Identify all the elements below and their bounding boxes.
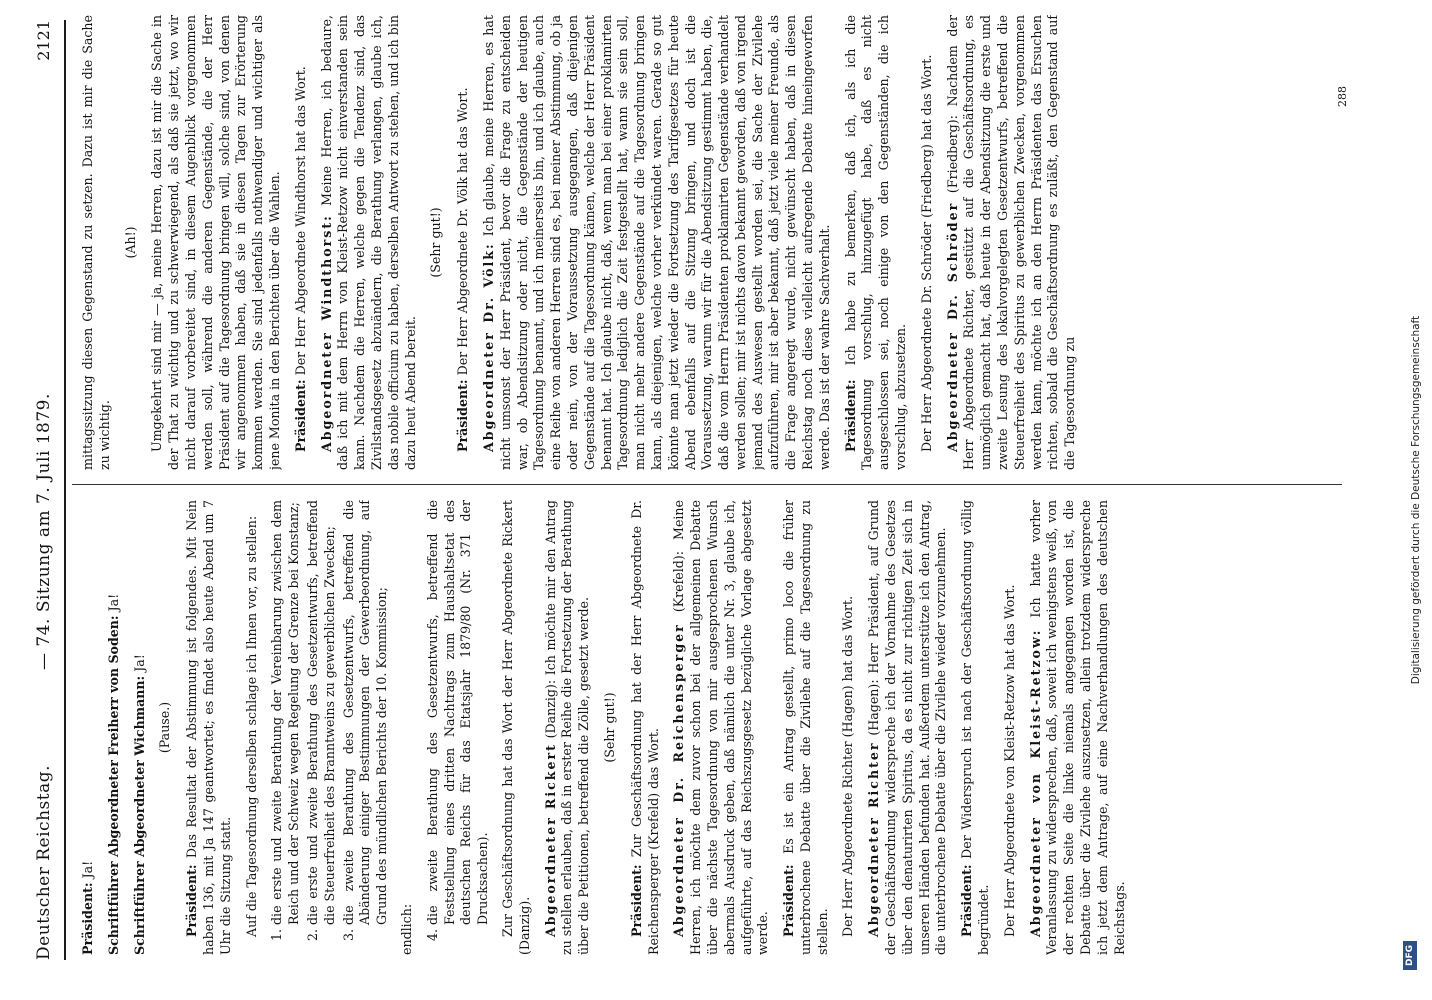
speaker: Abgeordneter Dr. Schröder: [944, 201, 960, 452]
paragraph: Umgekehrt sind mir — ja, meine Herren, dazu ist mir die Sache in der That zu wichtig und zu schwerwiegend, als daß sie jetzt, wo wir nicht darauf vorbereitet sind, in diesem Augenblick vorgenommen werden soll, während die anderen Gegenstände, die der Herr Präsident auf die Tagesordnung bringen will, solche sind, von denen wir angenommen haben, daß sie in diesen Tagen zur Erörterung kommen werden. Sie sind jedenfalls nothwendiger und wichtiger als jene Monita in den Berichten über die Wahlen.: [149, 15, 282, 470]
paragraph: Zur Geschäftsordnung hat das Wort der Herr Abgeordnete Rickert (Danzig).: [499, 500, 532, 955]
speech: Ich habe zu bemerken, daß ich, als ich die Tagesordnung vorschlug, hinzugefügt habe, daß es nicht ausgeschlossen sei, noch einige von den Gegenständen, die ich vorschlug, abzusetzen.: [842, 15, 909, 470]
speech: Ja!: [105, 593, 121, 612]
dfg-logo-badge: DFG: [1403, 941, 1417, 970]
header-title: Deutscher Reichstag.: [34, 765, 54, 960]
paragraph: [671, 500, 772, 955]
page-signature: 288: [1336, 86, 1349, 107]
speech: Ja!: [80, 860, 95, 879]
paragraph: [543, 500, 593, 955]
paragraph: Der Herr Abgeordnete von Kleist-Retzow hat das Wort.: [1001, 584, 1017, 937]
speech: Das Resultat der Abstimmung ist folgendes. Mit Nein haben 136, mit Ja 147 geantwortet; es findet also heute Abend um 7 Uhr die Sitzung statt.: [184, 500, 233, 955]
speech: Ich glaube, meine Herren, es hat nicht umsonst der Herr Präsident, bevor die Frage zu entscheiden war, ob Abendsitzung oder nicht, die Gegenstände der heutigen Tagesordnung benannt, und ich meinerseits bin, und ich glaube, auch eine Reihe von anderen Herren sind es, bei meiner Abstimmung, ob ja oder nein, von der Voraussetzung ausgegangen, daß diejenigen Gegenstände auf die Tagesordnung kämen, welche der Herr Präsident benannt hat. Ich glaube nicht, daß, wenn man bei einer proklamirten Tagesordnung lediglich die Zeit festgestellt hat, wann sie sein soll, man nicht mehr andere Gegenstände auf die Tagesordnung bringen kann, als diejenigen, welche vorher verkündet waren. Gerade so gut könnte man jetzt wieder die Fortsetzung des Tarifgesetzes für heute Abend ebenfalls auf die Sitzung bringen, und doch ist die Voraussetzung, warum wir für die Abendsitzung gestimmt haben, die, daß die vom Herrn Präsidenten proklamirten Gegenstände verhandelt werden sollen; mir ist nichts davon bekannt geworden, daß von irgend jemand des Auswesen gestellt worden sei, die Sache der Zivilehe aufzuführen, mir ist aber bekannt, daß jetzt viele meiner Freunde, als die Frage angeregt wurde, nicht gewünscht haben, daß in diesen Reichstag noch diese vielleicht aufregende Debatte hineingeworfen werde. Das ist der wahre Sachverhalt.: [480, 15, 832, 470]
page-header: [28, 20, 62, 960]
paragraph: [481, 15, 834, 470]
paragraph: [319, 15, 420, 470]
paragraph: [781, 500, 831, 955]
speaker: Abgeordneter von Kleist-Retzow:: [1027, 628, 1043, 937]
paragraph: [843, 15, 910, 470]
paragraph: Auf die Tagesordnung derselben schlage ich Ihnen vor, zu stellen:: [243, 515, 259, 937]
speech: (Friedberg): Nachdem der Herr Abgeordnete Richter, gestützt auf die Geschäftsordnung, es unmöglich gemacht hat, daß heute in der Abendsitzung die erste und zweite Lesung des lokalvorgelegten Gesetzentwurfs, betreffend die Steuerfreiheit des Spiritus zu gewerblichen Zwecken, vorgenommen werden kann, möchte ich an den Herrn Präsidenten das Ersuchen richten, sobald die Geschäftsordnung es zuläßt, den Gegenstand auf die Tagesordnung zu: [944, 15, 1078, 470]
speaker: Präsident:: [628, 864, 644, 937]
stage-direction: (Ah!): [122, 226, 138, 259]
speaker: Präsident:: [959, 864, 975, 937]
agenda-list: [425, 500, 492, 955]
text-column-left: [80, 500, 1330, 955]
speech: Der Herr Abgeordnete Dr. Völk hat das Wort.: [455, 87, 471, 376]
speaker: Präsident:: [80, 882, 95, 955]
speaker: Abgeordneter Dr. Reichensperger: [671, 623, 687, 937]
paragraph: [945, 15, 1079, 470]
paragraph: endlich:: [398, 903, 414, 955]
column-divider: [72, 484, 1342, 485]
speech: (Danzig): Ich möchte mir den Antrag zu stellen erlauben, daß in erster Reihe die Fortsetzung der Berathung über die Petitionen, betreffend die Zölle, gesetzt werde.: [542, 500, 592, 955]
agenda-item: 4. die zweite Berathung des Gesetzentwurfs, betreffend die Feststellung eines dritten Nachtrags zum Haushaltsetat des deutschen Reichs für das Etatsjahr 1879/80 (Nr. 371 der Drucksachen).: [425, 500, 492, 925]
speech: Zur Geschäftsordnung hat der Herr Abgeordnete Dr. Reichensperger (Krefeld) das Wort.: [628, 500, 661, 955]
speaker: Präsident:: [842, 379, 858, 452]
speech: Meine Herren, ich bedaure, daß ich mit dem Herrn von Kleist-Retzow nicht einverstanden sein kann. Nachdem die Herren, welche gegen die Tendenz sind, das Zivilstandsgesetz abzuändern, die Berathung verlangen, glaube ich, das nobile officium zu haben, derselben Antwort zu stehen, und ich bin dazu heut Abend bereit.: [318, 15, 418, 470]
speech: (Hagen): Herr Präsident, auf Grund der Geschäftsordnung widerspreche ich der Vornahme des Gesetzes über den denaturirten Spiritus, da es nicht zur richtigen Zeit sich in unseren Händen befunden hat. Außerdem unterstütze ich den Antrag, die unterbrochene Debatte über die Zivilehe wieder vorzunehmen.: [866, 500, 949, 955]
speaker: Schriftführer Abgeordneter Wichmann:: [131, 675, 147, 955]
speaker: Abgeordneter Dr. Völk:: [480, 242, 496, 452]
speaker: Präsident:: [781, 864, 797, 937]
speech: (Krefeld): Meine Herren, ich möchte dem zuvor schon bei der allgemeinen Debatte über die nächste Tagesordnung von mir ausgesprochenen Wunsch abermals Ausdruck geben, daß nämlich die unter Nr. 3, glaube ich, aufgeführte, auf das Reichszugsgesetz bezügliche Vorlage abgesetzt werde.: [671, 500, 771, 955]
stage-direction: (Sehr gut!): [601, 692, 617, 763]
speaker: Abgeordneter Windthorst:: [318, 214, 334, 452]
agenda-item: 2. die erste und zweite Berathung des Gesetzentwurfs, betreffend die Steuerfreiheit des Branntweins zu gewerblichen Zwecken;: [305, 500, 339, 925]
paragraph: [959, 500, 993, 955]
stage-direction: (Pause.): [157, 701, 173, 754]
paragraph: mittagssitzung diesen Gegenstand zu setzen. Dazu ist mir die Sache zu wichtig.: [80, 15, 112, 470]
header-page-number: 2121: [34, 20, 53, 61]
agenda-item: 1. die erste und zweite Berathung der Vereinbarung zwischen dem Reich und der Schweiz wegen Regelung der Grenze bei Konstanz;: [269, 500, 303, 925]
paragraph: [184, 500, 234, 955]
speech: Es ist ein Antrag gestellt, primo loco die früher unterbrochene Debatte über die Zivilehe auf die Tagesordnung zu stellen.: [781, 500, 830, 955]
speaker: Abgeordneter Rickert: [542, 743, 558, 937]
header-rule: [64, 20, 66, 960]
speech: Der Widerspruch ist nach der Geschäftsordnung völlig begründet.: [959, 500, 992, 955]
paragraph: Der Herr Abgeordnete Dr. Schröder (Friedberg) hat das Wort.: [918, 54, 934, 452]
agenda-item: 3. die zweite Berathung des Gesetzentwurfs, betreffend die Abänderung einiger Bestimmungen der Gewerbeordnung, auf Grund des mündlichen Berichts der 10. Kommission;: [341, 500, 391, 925]
paragraph: [80, 500, 97, 955]
speaker: Abgeordneter Richter: [866, 741, 882, 937]
paragraph: [106, 500, 123, 955]
paragraph: [1028, 500, 1129, 955]
stage-direction: (Sehr gut!): [428, 207, 444, 278]
digitization-credit: Digitalisierung gefördert durch die Deutsche Forschungsgemeinschaft: [1410, 315, 1422, 685]
header-session: — 74. Sitzung am 7. Juli 1879.: [34, 393, 54, 670]
paragraph: [866, 500, 950, 955]
text-column-right: [80, 15, 1330, 470]
speech: Der Herr Abgeordnete Windthorst hat das Wort.: [292, 66, 308, 376]
agenda-list: [269, 500, 391, 955]
speech: Ja!: [131, 654, 147, 672]
paragraph: [629, 500, 663, 955]
speech: Ich hatte vorher Veranlassung zu widersprechen, daß, soweit ich wenigstens weiß, von der rechten Seite die linke niemals angegangen worden ist, die Debatte über die Zivilehe auszusetzen, allein trotzdem widerspreche ich jetzt dem Antrage, auf eine Nachverhandlungen des deutschen Reichstags.: [1027, 500, 1127, 955]
speaker: Präsident:: [455, 379, 471, 452]
paragraph: [455, 15, 472, 470]
speaker: Präsident:: [184, 864, 200, 937]
paragraph: [132, 500, 149, 955]
paragraph: [293, 15, 310, 470]
speaker: Schriftführer Abgeordneter Freiherr von Soden:: [105, 615, 121, 955]
paragraph: Der Herr Abgeordnete Richter (Hagen) hat das Wort.: [840, 595, 856, 937]
speaker: Präsident:: [292, 379, 308, 452]
